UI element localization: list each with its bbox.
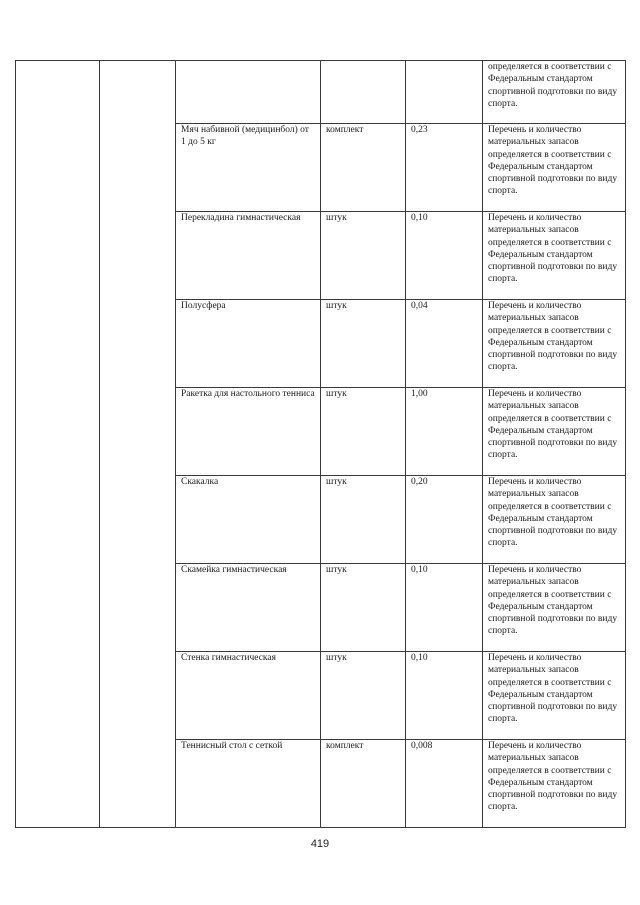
item-name-cell: Стенка гимнастическая	[176, 652, 321, 740]
item-name-cell: Мяч набивной (медицинбол) от 1 до 5 кг	[176, 124, 321, 212]
quantity-cell: 0,10	[406, 212, 483, 300]
quantity-cell: 0,10	[406, 564, 483, 652]
item-name-cell	[176, 61, 321, 124]
unit-cell	[321, 61, 406, 124]
unit-cell: штук	[321, 652, 406, 740]
quantity-cell	[406, 61, 483, 124]
merged-cell-col1	[16, 61, 100, 828]
unit-cell: штук	[321, 388, 406, 476]
note-cell: Перечень и количество материальных запасов определяется в соответствии с Федеральным стандартом спортивной подготовки по виду спорта.	[483, 564, 626, 652]
quantity-cell: 0,10	[406, 652, 483, 740]
item-name-cell: Скамейка гимнастическая	[176, 564, 321, 652]
merged-cell-col2	[100, 61, 176, 828]
note-cell: Перечень и количество материальных запасов определяется в соответствии с Федеральным стандартом спортивной подготовки по виду спорта.	[483, 476, 626, 564]
unit-cell: комплект	[321, 124, 406, 212]
note-cell: Перечень и количество материальных запасов определяется в соответствии с Федеральным стандартом спортивной подготовки по виду спорта.	[483, 212, 626, 300]
equipment-table	[15, 60, 626, 828]
note-cell: Перечень и количество материальных запасов определяется в соответствии с Федеральным стандартом спортивной подготовки по виду спорта.	[483, 652, 626, 740]
note-cell: Перечень и количество материальных запасов определяется в соответствии с Федеральным стандартом спортивной подготовки по виду спорта.	[483, 388, 626, 476]
item-name-cell: Скакалка	[176, 476, 321, 564]
unit-cell: комплект	[321, 740, 406, 828]
page-number: 419	[310, 838, 330, 850]
quantity-cell: 0,008	[406, 740, 483, 828]
item-name-cell: Теннисный стол с сеткой	[176, 740, 321, 828]
unit-cell: штук	[321, 476, 406, 564]
quantity-cell: 0,20	[406, 476, 483, 564]
unit-cell: штук	[321, 300, 406, 388]
item-name-cell: Ракетка для настольного тенниса	[176, 388, 321, 476]
unit-cell: штук	[321, 212, 406, 300]
continuation-row	[16, 61, 626, 124]
quantity-cell: 1,00	[406, 388, 483, 476]
unit-cell: штук	[321, 564, 406, 652]
note-cell: Перечень и количество материальных запасов определяется в соответствии с Федеральным стандартом спортивной подготовки по виду спорта.	[483, 124, 626, 212]
note-cell: Перечень и количество материальных запасов определяется в соответствии с Федеральным стандартом спортивной подготовки по виду спорта.	[483, 300, 626, 388]
quantity-cell: 0,04	[406, 300, 483, 388]
item-name-cell: Перекладина гимнастическая	[176, 212, 321, 300]
quantity-cell: 0,23	[406, 124, 483, 212]
note-cell: определяется в соответствии с Федеральным стандартом спортивной подготовки по виду спорта.	[483, 61, 626, 124]
item-name-cell: Полусфера	[176, 300, 321, 388]
note-cell: Перечень и количество материальных запасов определяется в соответствии с Федеральным стандартом спортивной подготовки по виду спорта.	[483, 740, 626, 828]
